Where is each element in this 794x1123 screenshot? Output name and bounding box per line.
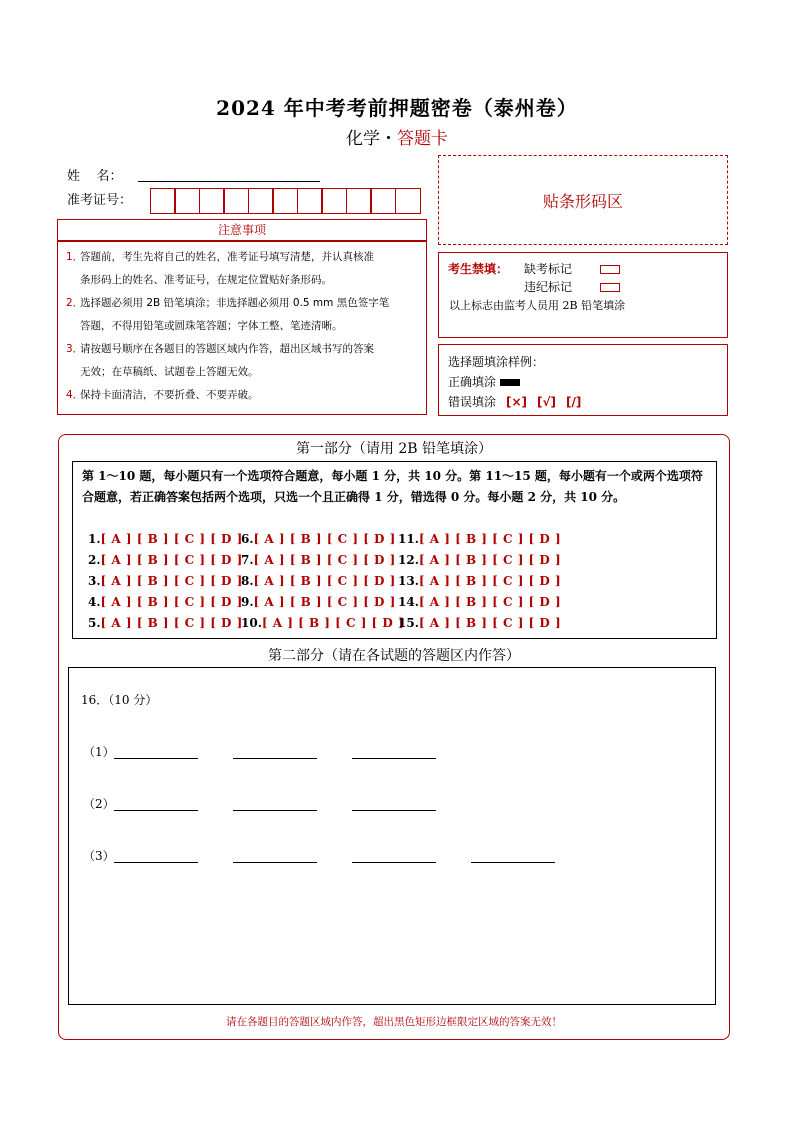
ban-label: 考生禁填： (448, 262, 509, 276)
notice-item-number (66, 315, 80, 338)
notice-item-text: 选择题必须用 2B 铅笔填涂；非选择题必须用 0.5 mm 黑色签字笔 (80, 297, 390, 309)
option-bubbles[interactable]: [ A ] [ B ] [ C ] [ D ] (100, 574, 243, 588)
answer-blank[interactable] (114, 861, 198, 863)
notice-item (66, 269, 420, 292)
notice-item-text: 请按题号顺序在各题目的答题区域内作答，超出区域书写的答案 (80, 343, 374, 355)
option-bubbles[interactable]: [ A ] [ B ] [ C ] [ D ] (418, 595, 562, 609)
notice-item-number (66, 361, 80, 384)
wrong-fill-examples (506, 395, 591, 409)
correct-fill-row (448, 373, 520, 390)
notice-item-text: 保持卡面清洁，不要折叠、不要弄破。 (80, 389, 259, 401)
page-subtitle (0, 124, 794, 149)
choice-question (398, 595, 561, 609)
option-bubbles[interactable]: [ A ] [ B ] [ C ] [ D ] (418, 574, 562, 588)
question-number: 2. (88, 553, 101, 567)
answer-sheet-label: 答题卡 (397, 129, 448, 149)
free-response-box (68, 667, 716, 1005)
violation-mark-box[interactable] (600, 283, 620, 292)
choice-question (398, 553, 561, 567)
choice-question (241, 532, 396, 546)
choice-question (88, 574, 243, 588)
option-bubbles[interactable]: [ A ] [ B ] [ C ] [ D ] (253, 532, 396, 546)
question-number: 15. (398, 616, 419, 630)
question-number: 7. (241, 553, 254, 567)
question-number: 12. (398, 553, 419, 567)
notice-item-text: 无效；在草稿纸、试题卷上答题无效。 (80, 366, 259, 378)
question-number: 5. (88, 616, 101, 630)
notice-item (66, 361, 420, 384)
question-number: 10. (241, 616, 262, 630)
notice-item (66, 384, 420, 407)
absent-mark-box[interactable] (600, 265, 620, 274)
question-number: 6. (241, 532, 254, 546)
name-label: 姓 名： (67, 169, 123, 184)
fill-sample-box (438, 344, 728, 416)
question-number: 4. (88, 595, 101, 609)
choice-question (398, 532, 561, 546)
notice-title: 注意事项 (57, 219, 427, 241)
answer-blank[interactable] (114, 809, 198, 811)
exam-id-digit-box[interactable] (223, 188, 249, 214)
answer-blank[interactable] (471, 861, 555, 863)
option-bubbles[interactable]: [ A ] [ B ] [ C ] [ D ] (418, 553, 562, 567)
wrong-fill-row (448, 393, 591, 410)
absent-mark (524, 260, 620, 277)
option-bubbles[interactable]: [ A ] [ B ] [ C ] [ D ] (100, 532, 243, 546)
option-bubbles[interactable]: [ A ] [ B ] [ C ] [ D ] (418, 616, 562, 630)
part1-title: 第一部分（请用 2B 铅笔填涂） (295, 441, 493, 457)
notice-item (66, 292, 420, 315)
question-number: 14. (398, 595, 419, 609)
choice-question (398, 616, 561, 630)
question-number: 8. (241, 574, 254, 588)
notice-item-number: 1． (66, 251, 84, 263)
option-bubbles[interactable]: [ A ] [ B ] [ C ] [ D ] (253, 574, 396, 588)
question-number: 9. (241, 595, 254, 609)
question-number: 11. (398, 532, 419, 546)
question-number: 1. (88, 532, 101, 546)
multiple-choice-box (72, 461, 717, 639)
wrong-mark-example: [×] (506, 395, 528, 409)
filled-mark-icon (500, 379, 520, 386)
barcode-area: 贴条形码区 (438, 155, 728, 245)
option-bubbles[interactable]: [ A ] [ B ] [ C ] [ D ] (100, 595, 243, 609)
question-16-label: 16．（10 分） (81, 693, 158, 707)
sample-title: 选择题填涂样例： (448, 355, 545, 369)
choice-question (398, 574, 561, 588)
page-title: 2024 年中考考前押题密卷（泰州卷） (216, 96, 578, 120)
sub-question-1-label: （1） (83, 745, 115, 759)
absent-mark-label: 缺考标记 (524, 262, 573, 276)
notice-item (66, 315, 420, 338)
exam-id-digit-box[interactable] (395, 188, 421, 214)
wrong-mark-example: [√] (537, 395, 557, 409)
exam-id-digit-box[interactable] (346, 188, 372, 214)
question-number: 13. (398, 574, 419, 588)
notice-item (66, 338, 420, 361)
wrong-mark-example: [/] (566, 395, 582, 409)
choice-question (241, 553, 396, 567)
violation-mark-label: 违纪标记 (524, 280, 573, 294)
answer-blank[interactable] (352, 861, 436, 863)
part1-instructions: 第 1～10 题，每小题只有一个选项符合题意，每小题 1 分，共 10 分。第 11～15 题，每小题有一个或两个选项符合题意，若正确答案包括两个选项，只选一个且正确得 1 分，错选得 0 分。每小题 2 分，共 10 分。 (82, 469, 703, 504)
choice-question (241, 595, 396, 609)
wrong-fill-label: 错误填涂 (448, 395, 497, 409)
option-bubbles[interactable]: [ A ] [ B ] [ C ] [ D ] (261, 616, 405, 630)
notice-item-text: 条形码上的姓名、准考证号，在规定位置贴好条形码。 (80, 274, 332, 286)
answer-blank[interactable] (233, 757, 317, 759)
choice-question (241, 574, 396, 588)
notice-item-number: 2． (66, 297, 84, 309)
choice-question (88, 553, 243, 567)
option-bubbles[interactable]: [ A ] [ B ] [ C ] [ D ] (100, 616, 243, 630)
choice-question (88, 616, 243, 630)
proctor-only-box (438, 252, 728, 338)
ban-note: 以上标志由监考人员用 2B 铅笔填涂 (449, 299, 626, 312)
notice-item-text: 答题前，考生先将自己的姓名，准考证号填写清楚，并认真核准 (80, 251, 374, 263)
option-bubbles[interactable]: [ A ] [ B ] [ C ] [ D ] (253, 595, 396, 609)
notice-item-number: 3． (66, 343, 84, 355)
answer-blank[interactable] (114, 757, 198, 759)
exam-id-digit-box[interactable] (370, 188, 396, 214)
notice-item (66, 246, 420, 269)
option-bubbles[interactable]: [ A ] [ B ] [ C ] [ D ] (253, 553, 396, 567)
exam-id-digit-box[interactable] (248, 188, 274, 214)
option-bubbles[interactable]: [ A ] [ B ] [ C ] [ D ] (100, 553, 243, 567)
sub-question-2-label: （2） (83, 797, 115, 811)
exam-id-digit-box[interactable] (174, 188, 200, 214)
notice-item-text: 答题，不得用铅笔或圆珠笔答题；字体工整、笔迹清晰。 (80, 320, 343, 332)
correct-fill-label: 正确填涂 (448, 375, 497, 389)
notice-item-number (66, 269, 80, 292)
subject-label: 化学・ (346, 129, 397, 149)
sub-question-3-label: （3） (83, 849, 115, 863)
exam-id-digit-box[interactable] (272, 188, 298, 214)
violation-mark (524, 278, 620, 295)
footer-warning: 请在各题目的答题区域内作答，超出黑色矩形边框限定区域的答案无效！ (226, 1016, 562, 1028)
choice-question (88, 532, 243, 546)
answer-blank[interactable] (352, 809, 436, 811)
answer-blank[interactable] (233, 861, 317, 863)
choice-question (88, 595, 243, 609)
exam-id-digit-box[interactable] (297, 188, 323, 214)
part2-title: 第二部分（请在各试题的答题区内作答） (268, 648, 520, 664)
option-bubbles[interactable]: [ A ] [ B ] [ C ] [ D ] (418, 532, 562, 546)
exam-id-digit-box[interactable] (150, 188, 176, 214)
exam-id-digit-box[interactable] (321, 188, 347, 214)
notice-item-number: 4． (66, 389, 84, 401)
exam-id-label: 准考证号： (67, 193, 133, 208)
name-field[interactable] (138, 180, 320, 182)
answer-blank[interactable] (233, 809, 317, 811)
exam-id-boxes[interactable] (151, 188, 421, 214)
exam-id-digit-box[interactable] (199, 188, 225, 214)
question-number: 3. (88, 574, 101, 588)
choice-question (241, 616, 404, 630)
notice-list (57, 241, 427, 415)
answer-blank[interactable] (352, 757, 436, 759)
